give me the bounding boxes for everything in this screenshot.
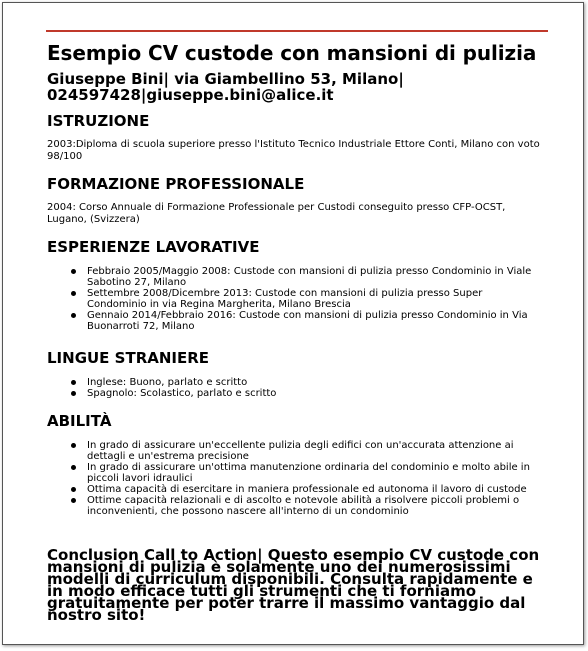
cv-page — [2, 2, 584, 645]
section-heading-istruzione: ISTRUZIONE — [47, 112, 150, 130]
list-item-text: Ottime capacità relazionali e di ascolto e notevole abilità a risolvere piccoli problemi o inconvenienti, che possono nascere all'interno di un condominio — [87, 495, 520, 517]
list-item — [47, 388, 545, 399]
list-item — [47, 440, 545, 462]
list-item — [47, 266, 545, 288]
list-item — [47, 377, 545, 388]
bullet-icon — [71, 269, 76, 274]
bullet-icon — [71, 291, 76, 296]
list-item — [47, 462, 545, 484]
list-item — [47, 288, 545, 310]
esperienze-list — [47, 266, 545, 332]
list-item-text: Ottima capacità di esercitare in maniera professionale ed autonoma il lavoro di custode — [87, 484, 527, 495]
section-heading-formazione: FORMAZIONE PROFESSIONALE — [47, 175, 305, 193]
bullet-icon — [71, 487, 76, 492]
bullet-icon — [71, 391, 76, 396]
section-heading-lingue: LINGUE STRANIERE — [47, 349, 210, 367]
section-heading-esperienze: ESPERIENZE LAVORATIVE — [47, 238, 260, 256]
list-item-text: Settembre 2008/Dicembre 2013: Custode con mansioni di pulizia presso Super Condominio in via Regina Margherita, Milano Brescia — [87, 288, 483, 310]
contact-line: Giuseppe Bini| via Giambellino 53, Milano| 024597428|giuseppe.bini@alice.it — [47, 70, 404, 104]
list-item-text: In grado di assicurare un'ottima manutenzione ordinaria del condominio e molto abile in piccoli lavori idraulici — [87, 462, 530, 484]
bullet-icon — [71, 313, 76, 318]
list-item-text: Gennaio 2014/Febbraio 2016: Custode con mansioni di pulizia presso Condominio in Via Buonarroti 72, Milano — [87, 310, 528, 332]
call-to-action: Conclusion Call to Action| Questo esempio CV custode con mansioni di pulizia è solamente uno dei numerosissimi modelli di curriculum disponibili. Consulta rapidamente e in modo efficace tutti gli strumenti che ti forniamo gratuitamente per poter trarre il massimo vantaggio dal nostro sito! — [47, 546, 540, 624]
list-item-text: In grado di assicurare un'eccellente pulizia degli edifici con un'accurata attenzione ai dettagli e un'estrema precisione — [87, 440, 514, 462]
lingue-list — [47, 377, 545, 399]
list-item-text: Febbraio 2005/Maggio 2008: Custode con mansioni di pulizia presso Condominio in Viale Sabotino 27, Milano — [87, 266, 532, 288]
list-item — [47, 310, 545, 332]
page-title: Esempio CV custode con mansioni di pulizia — [47, 41, 537, 65]
list-item-text: Spagnolo: Scolastico, parlato e scritto — [87, 388, 277, 399]
bullet-icon — [71, 380, 76, 385]
bullet-icon — [71, 465, 76, 470]
bullet-icon — [71, 498, 76, 503]
list-item — [47, 484, 545, 495]
formazione-text: 2004: Corso Annuale di Formazione Professionale per Custodi conseguito presso CFP-OCST, Lugano, (Svizzera) — [47, 202, 506, 225]
section-heading-abilita: ABILITÀ — [47, 412, 112, 430]
list-item-text: Inglese: Buono, parlato e scritto — [87, 377, 248, 388]
abilita-list — [47, 440, 545, 517]
istruzione-text: 2003:Diploma di scuola superiore presso l'Istituto Tecnico Industriale Ettore Conti, Milano con voto 98/100 — [47, 139, 540, 162]
accent-rule — [46, 30, 548, 32]
bullet-icon — [71, 443, 76, 448]
list-item — [47, 495, 545, 517]
